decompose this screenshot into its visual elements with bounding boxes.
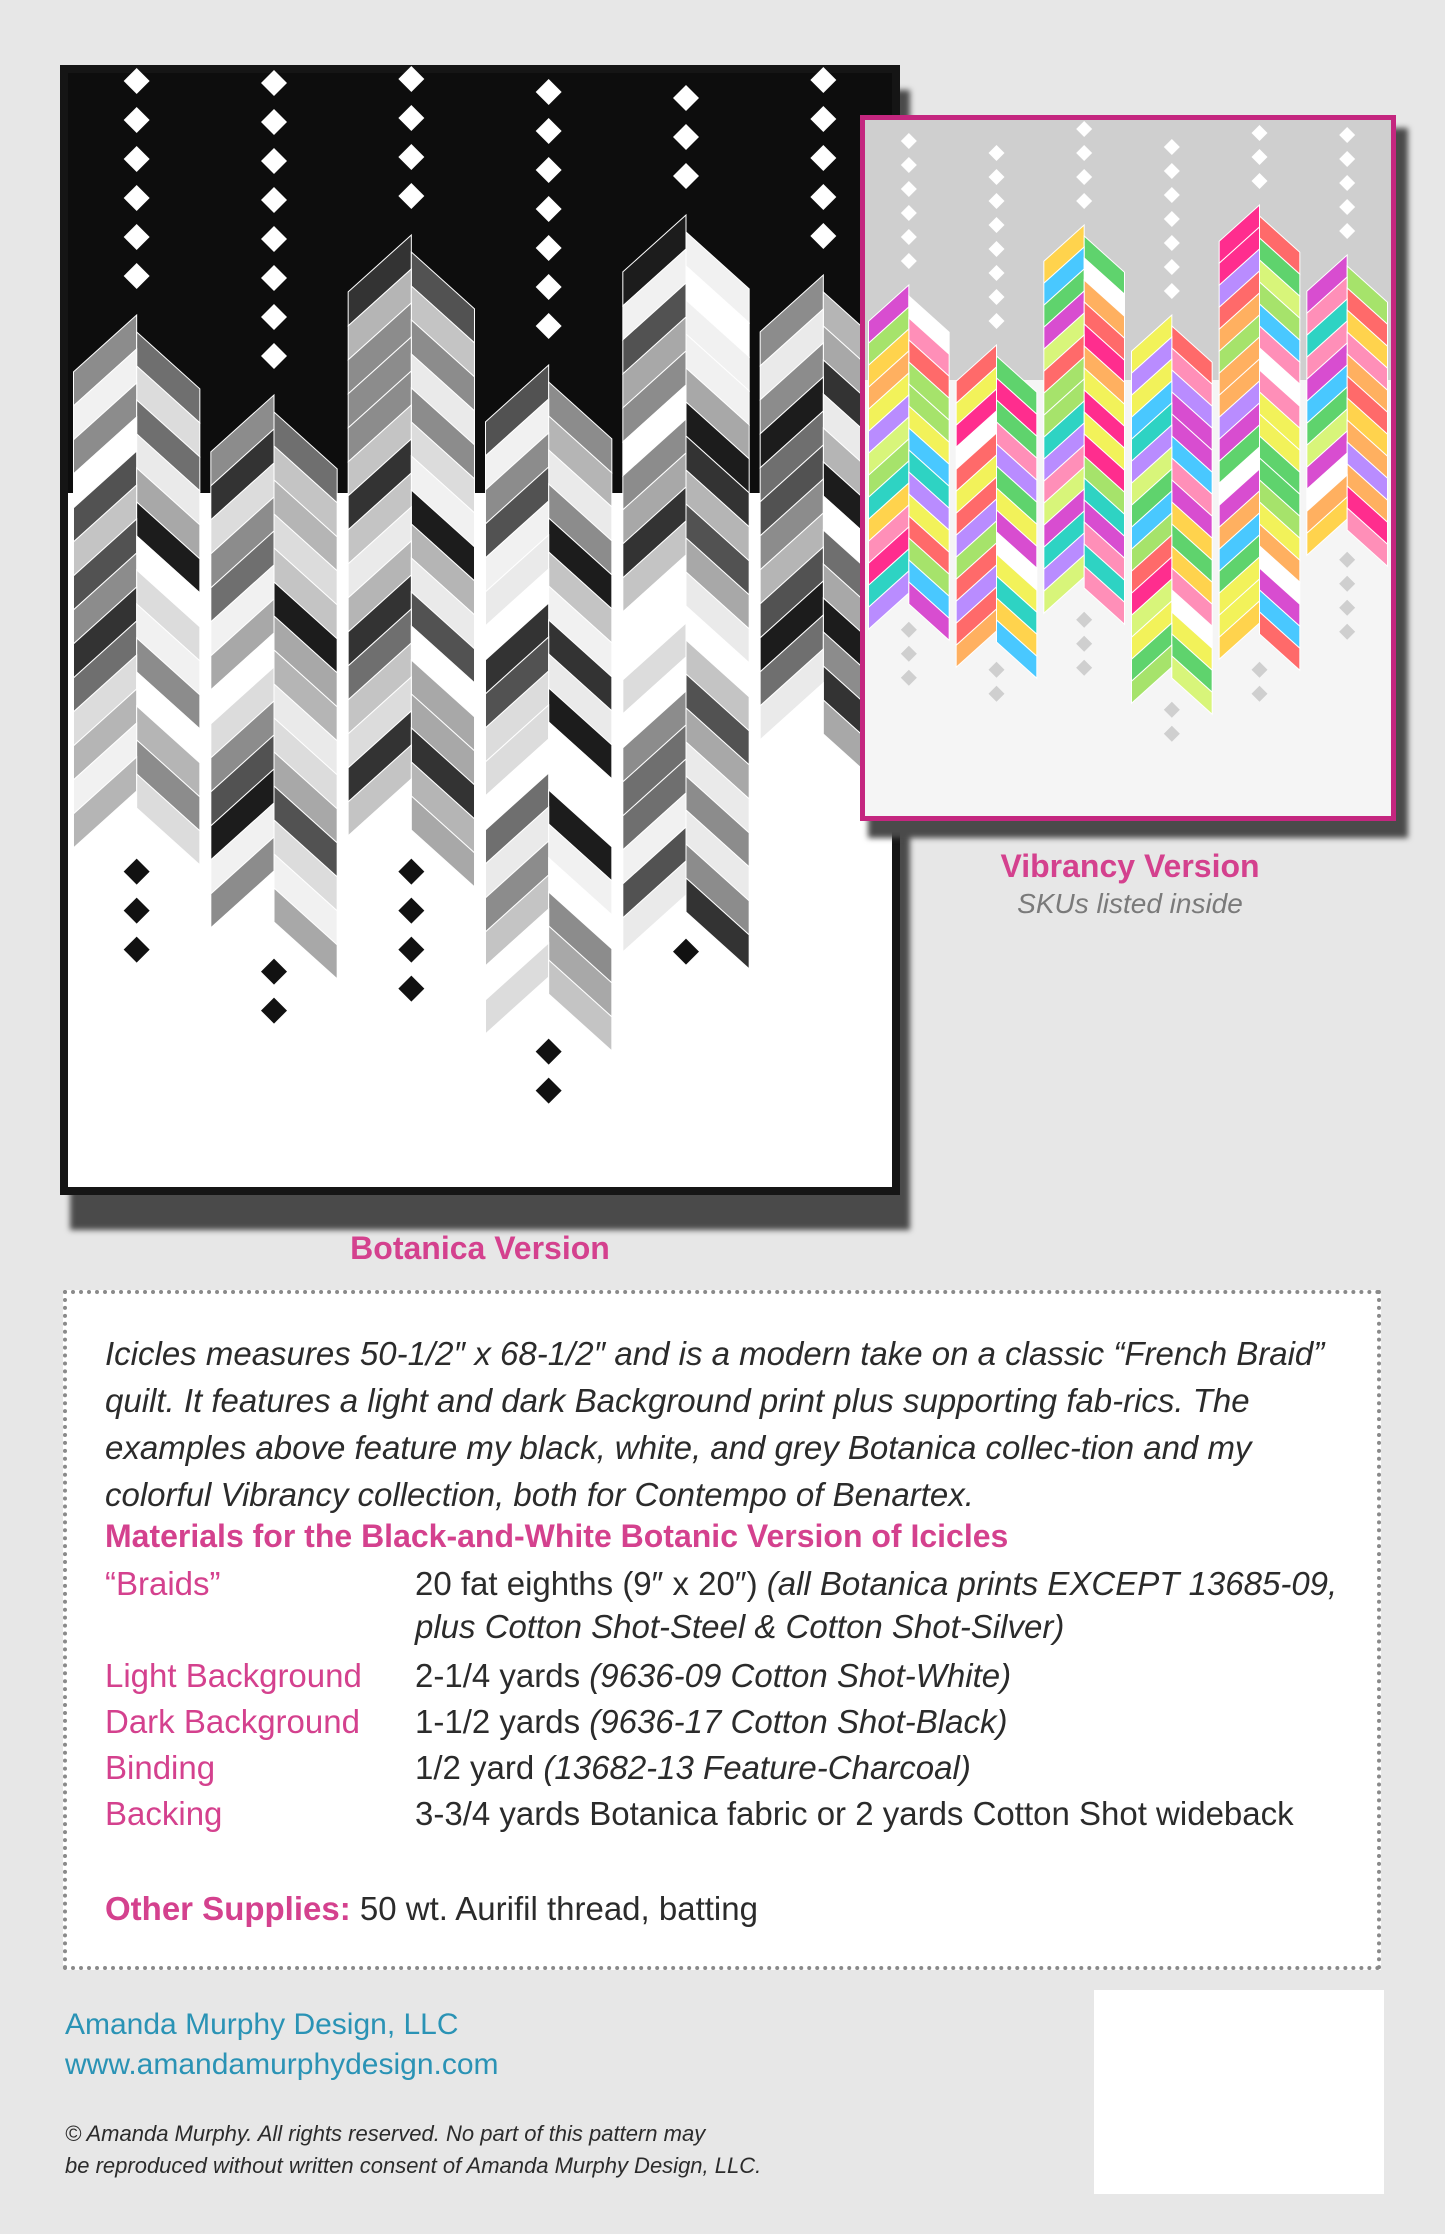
botanica-caption: Botanica Version bbox=[350, 1230, 610, 1266]
barcode-area bbox=[1094, 1990, 1384, 2194]
copyright-line-1: © Amanda Murphy. All rights reserved. No part of this pattern may bbox=[65, 2121, 706, 2146]
other-supplies bbox=[105, 1890, 758, 1928]
pattern-description: Icicles measures 50-1/2″ x 68-1/2″ and is a modern take on a classic “French Braid” quilt. It features a light and dark Background print plus supporting fab-rics. The examples above feature my black, white, and grey Botanica collec-tion and my colorful Vibrancy collection, both for Contempo of Benartex. bbox=[105, 1335, 1325, 1513]
material-value: 3-3/4 yards Botanica fabric or 2 yards Cotton Shot wideback bbox=[415, 1795, 1294, 1832]
material-value: 1-1/2 yards (9636-17 Cotton Shot-Black) bbox=[415, 1703, 1008, 1740]
material-label: Backing bbox=[105, 1795, 223, 1832]
materials-heading: Materials for the Black-and-White Botanic Version of Icicles bbox=[105, 1518, 1009, 1554]
material-label: Binding bbox=[105, 1749, 216, 1786]
material-value: 2-1/4 yards (9636-09 Cotton Shot-White) bbox=[415, 1657, 1012, 1694]
material-label: “Braids” bbox=[105, 1565, 221, 1602]
copyright-notice bbox=[65, 2118, 761, 2182]
botanica-quilt-image bbox=[60, 65, 900, 1195]
copyright-line-2: be reproduced without written consent of Amanda Murphy Design, LLC. bbox=[65, 2153, 762, 2178]
vibrancy-caption: Vibrancy Version bbox=[1000, 848, 1260, 884]
vibrancy-subcaption: SKUs listed inside bbox=[1017, 888, 1243, 919]
company-name: Amanda Murphy Design, LLC bbox=[65, 2008, 459, 2041]
material-label: Light Background bbox=[105, 1657, 362, 1694]
vibrancy-quilt-image bbox=[860, 115, 1396, 821]
company-url[interactable]: www.amandamurphydesign.com bbox=[65, 2048, 499, 2081]
other-supplies-value: 50 wt. Aurifil thread, batting bbox=[359, 1890, 758, 1927]
material-value: 1/2 yard (13682-13 Feature-Charcoal) bbox=[415, 1749, 971, 1786]
pattern-info-box bbox=[63, 1290, 1381, 1970]
company-info bbox=[65, 2005, 499, 2085]
material-label: Dark Background bbox=[105, 1703, 360, 1740]
material-value: 20 fat eighths (9″ x 20″) (all Botanica prints EXCEPT 13685-09, plus Cotton Shot-Steel & Cotton Shot-Silver) bbox=[415, 1565, 1338, 1645]
other-supplies-label: Other Supplies: bbox=[105, 1890, 351, 1927]
